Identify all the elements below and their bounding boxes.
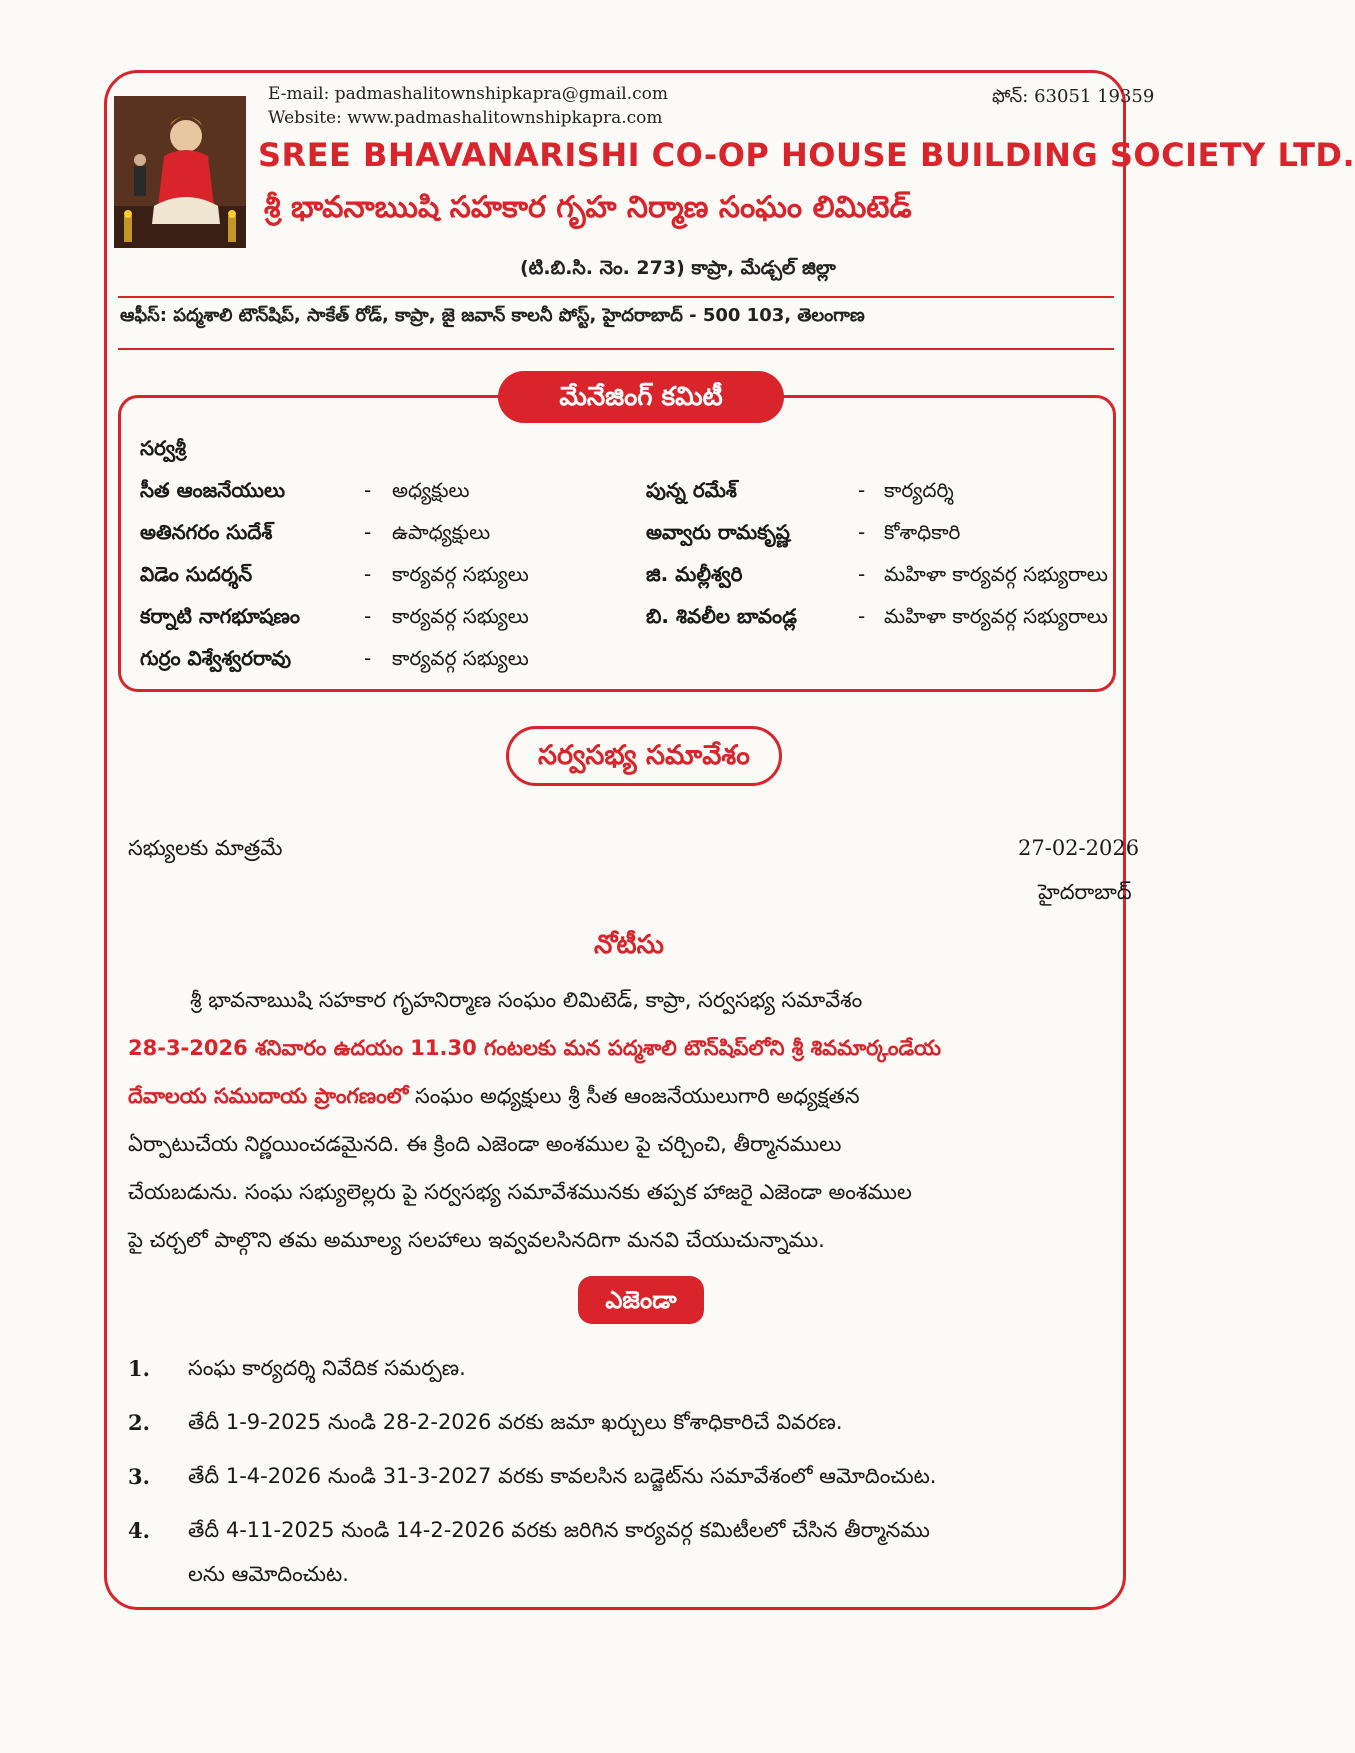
header-divider-bottom: [118, 348, 1114, 350]
member-name: అతినగరం సుదేశ్: [140, 520, 273, 544]
member-name: కర్నాటి నాగభూషణం: [140, 604, 301, 628]
member-role: అధ్యక్షులు: [392, 478, 470, 502]
member-role: మహిళా కార్యవర్గ సభ్యురాలు: [884, 604, 1108, 628]
member-role: కార్యవర్గ సభ్యులు: [392, 562, 529, 586]
separator: -: [858, 520, 866, 544]
website-text: Website: www.padmashalitownshipkapra.com: [268, 108, 663, 128]
notice-paragraph-line: ఏర్పాటుచేయ నిర్ణయించడమైనది. ఈ క్రింది ఎజెండా అంశముల పై చర్చించి, తీర్మానములు: [128, 1132, 842, 1156]
notice-paragraph-line: చేయబడును. సంఘ సభ్యులెల్లరు పై సర్వసభ్య సమావేశమునకు తప్పక హాజరై ఎజెండా అంశముల: [128, 1180, 912, 1204]
phone-text: ఫోన్: 63051 19359: [992, 86, 1155, 107]
separator: -: [364, 562, 372, 586]
header-divider-top: [118, 296, 1114, 298]
registration-number: (టి.బి.సి. నెం. 273) కాప్రా, మేడ్చల్ జిల్లా: [520, 257, 836, 279]
member-name: అవ్వారు రామకృష్ణ: [646, 520, 790, 544]
agenda-heading: ఎజెండా: [578, 1276, 704, 1324]
member-name: పున్న రమేశ్: [646, 478, 737, 502]
agenda-item-number: 1.: [128, 1356, 150, 1381]
salutation: సర్వశ్రీ: [140, 436, 187, 460]
separator: -: [858, 604, 866, 628]
bhavanarishi-logo: [114, 96, 246, 248]
separator: -: [858, 478, 866, 502]
separator: -: [364, 478, 372, 502]
agenda-item-text: తేదీ 1-4-2026 నుండి 31-3-2027 వరకు కావలసిన బడ్జెట్‌ను సమావేశంలో ఆమోదించుట.: [188, 1464, 937, 1488]
notice-place: హైదరాబాద్: [1038, 880, 1132, 904]
member-name: విడెం సుదర్శన్: [140, 562, 253, 586]
member-name: సీత ఆంజనేయులు: [140, 478, 286, 502]
committee-heading: మేనేజింగ్ కమిటీ: [498, 371, 784, 423]
agenda-item-text: తేదీ 4-11-2025 నుండి 14-2-2026 వరకు జరిగిన కార్యవర్గ కమిటీలలో చేసిన తీర్మానము: [188, 1518, 930, 1542]
office-address: ఆఫీస్: పద్మశాలి టౌన్‌షిప్, సాకేత్ రోడ్, కాప్రా, జై జవాన్ కాలనీ పోస్ట్, హైదరాబాద్ - 500 103, తెలంగాణ: [120, 305, 865, 326]
member-name: గుర్రం విశ్వేశ్వరరావు: [140, 646, 292, 670]
member-name: జి. మల్లీశ్వరి: [646, 562, 743, 586]
notice-paragraph-line: శ్రీ భావనాఋషి సహకార గృహనిర్మాణ సంఘం లిమిటెడ్, కాప్రా, సర్వసభ్య సమావేశం: [190, 988, 863, 1012]
notice-date: 27-02-2026: [1018, 836, 1140, 860]
separator: -: [858, 562, 866, 586]
society-title-english: SREE BHAVANARISHI CO-OP HOUSE BUILDING SOCIETY LTD.: [258, 136, 1355, 174]
member-role: కార్యదర్శి: [884, 478, 954, 502]
agenda-item-text: సంఘ కార్యదర్శి నివేదిక సమర్పణ.: [188, 1356, 466, 1380]
separator: -: [364, 646, 372, 670]
email-text: E-mail: padmashalitownshipkapra@gmail.com: [268, 84, 668, 104]
agenda-item-text: తేదీ 1-9-2025 నుండి 28-2-2026 వరకు జమా ఖర్చులు కోశాధికారిచే వివరణ.: [188, 1410, 843, 1434]
members-only-label: సభ్యులకు మాత్రమే: [128, 836, 283, 860]
agenda-item-number: 3.: [128, 1464, 150, 1489]
separator: -: [364, 520, 372, 544]
agenda-item-number: 4.: [128, 1518, 150, 1543]
notice-paragraph-line: 28-3-2026 శనివారం ఉదయం 11.30 గంటలకు మన పద్మశాలి టౌన్‌షిప్‌లోని శ్రీ శివమార్కండేయ: [128, 1036, 942, 1060]
notice-title: నోటీసు: [594, 930, 664, 960]
notice-paragraph-line: పై చర్చలో పాల్గొని తమ అమూల్య సలహాలు ఇవ్వవలసినదిగా మనవి చేయుచున్నాము.: [128, 1228, 825, 1252]
society-title-telugu: శ్రీ భావనాఋషి సహకార గృహ నిర్మాణ సంఘం లిమిటెడ్: [264, 190, 912, 225]
member-name: బి. శివలీల బావండ్ల: [646, 604, 797, 628]
member-role: కోశాధికారి: [884, 520, 961, 544]
agenda-item-text-continued: లను ఆమోదించుట.: [188, 1562, 349, 1586]
member-role: కార్యవర్గ సభ్యులు: [392, 604, 529, 628]
separator: -: [364, 604, 372, 628]
agenda-item-number: 2.: [128, 1410, 150, 1435]
meeting-heading: సర్వసభ్య సమావేశం: [506, 726, 782, 786]
member-role: ఉపాధ్యక్షులు: [392, 520, 491, 544]
member-role: మహిళా కార్యవర్గ సభ్యురాలు: [884, 562, 1108, 586]
member-role: కార్యవర్గ సభ్యులు: [392, 646, 529, 670]
notice-paragraph-line: దేవాలయ సముదాయ ప్రాంగణంలో సంఘం అధ్యక్షులు శ్రీ సీత ఆంజనేయులుగారి అధ్యక్షతన: [128, 1084, 860, 1108]
